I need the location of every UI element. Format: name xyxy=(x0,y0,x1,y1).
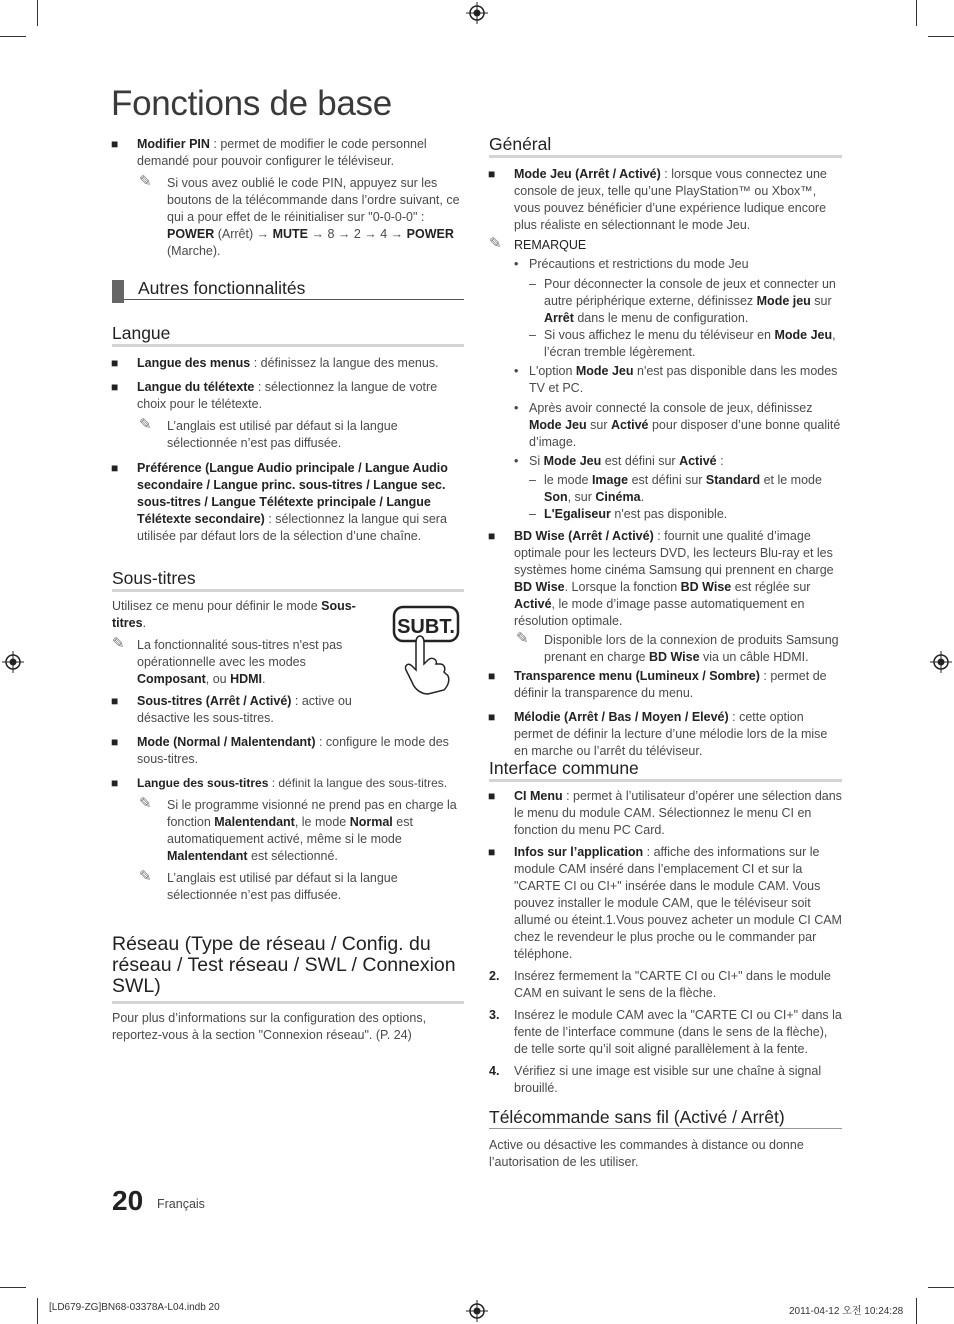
list-item: • Après avoir connecté la console de jeux, définissez Mode Jeu sur Activé pour disposer d’une bonne qualité d’image. xyxy=(489,400,842,451)
list-item: ■ Langue du télétexte : sélectionnez la langue de votre choix pour le télétexte. xyxy=(112,379,464,413)
list-item: ■ Transparence menu (Lumineux / Sombre) : permet de définir la transparence du menu. xyxy=(489,668,842,702)
note: ✎ L’anglais est utilisé par défaut si la langue sélectionnée n’est pas diffusée. xyxy=(139,416,398,450)
crop-mark xyxy=(0,36,26,37)
list-item: 2. Insérez fermement la "CARTE CI ou CI+" dans le module CAM en suivant le sens de la flèche. xyxy=(489,969,831,1000)
list-item: – Pour déconnecter la console de jeux et connecter un autre périphérique externe, définissez Mode jeu sur Arrêt dans le menu de configuration. xyxy=(489,276,842,327)
list-item: ■ Préférence (Langue Audio principale / Langue Audio secondaire / Langue princ. sous-titres / Langue sec. sous-titres / Langue Télétexte principale / Langue Télétexte secondaire) : sélectionnez la langue qui sera utilisée par défaut lors de la sélection d’une chaîne. xyxy=(112,460,464,545)
list-item: ■ Modifier PIN : permet de modifier le code personnel demandé pour pouvoir configurer le téléviseur. xyxy=(112,136,464,170)
note-pencil-icon: ✎ xyxy=(139,416,152,433)
paragraph: Pour plus d’informations sur la configuration des options, reportez-vous à la section "Connexion réseau". (P. 24) xyxy=(112,1011,427,1042)
subt-button-icon xyxy=(388,604,464,696)
svg-text:SUBT.: SUBT. xyxy=(397,616,455,638)
page-number: 20 xyxy=(112,1185,144,1216)
note: ✎ Si vous avez oublié le code PIN, appuyez sur les boutons de la télécommande dans l’ordre suivant, ce qui a pour effet de le réinitialiser sur "0-0-0-0" : POWER (Arrêt) → MUTE → 8 → 2 → 4 → POWER (Marche). xyxy=(139,173,460,258)
list-item: 4. Vérifiez si une image est visible sur une chaîne à signal brouillé. xyxy=(489,1064,822,1095)
note-pencil-icon: ✎ xyxy=(139,795,152,812)
section-heading: Télécommande sans fil (Activé / Arrêt) xyxy=(489,1109,842,1129)
note: ✎ L’anglais est utilisé par défaut si la langue sélectionnée n’est pas diffusée. xyxy=(139,868,398,902)
section-heading: Sous-titres xyxy=(112,570,464,592)
list-item: – Si vous affichez le menu du téléviseur en Mode Jeu, l’écran tremble légèrement. xyxy=(489,327,842,361)
list-item: ■ Langue des sous-titres : définit la langue des sous-titres. xyxy=(112,775,464,792)
note: ✎ Disponible lors de la connexion de produits Samsung prenant en charge BD Wise via un câble HDMI. xyxy=(516,630,839,664)
print-slug-left: [LD679-ZG]BN68-03378A-L04.indb 20 xyxy=(49,1302,220,1313)
list-item: ■ Mode (Normal / Malentendant) : configure le mode des sous-titres. xyxy=(112,734,464,768)
note-pencil-icon: ✎ xyxy=(516,630,529,647)
registration-mark-icon xyxy=(2,651,24,673)
crop-mark xyxy=(916,1298,917,1324)
paragraph: Active ou désactive les commandes à distance ou donne l’autorisation de les utiliser. xyxy=(489,1138,804,1169)
section-heading: Autres fonctionnalités xyxy=(112,280,464,300)
list-item: ■ Sous-titres (Arrêt / Activé) : active ou désactive les sous-titres. xyxy=(112,693,367,727)
list-item: ■ Langue des menus : définissez la langue des menus. xyxy=(112,355,464,372)
crop-mark xyxy=(916,0,917,26)
note: ✎ Si le programme visionné ne prend pas en charge la fonction Malentendant, le mode Normal est automatiquement activé, même si le mode Malentendant est sélectionné. xyxy=(139,795,457,863)
crop-mark xyxy=(0,1287,26,1288)
section-heading: Langue xyxy=(112,325,464,347)
paragraph: Utilisez ce menu pour définir le mode Sous-titres. xyxy=(112,599,356,630)
list-item: ■ CI Menu : permet à l’utilisateur d’opérer une sélection dans le menu du module CAM. Sélectionnez le menu CI en fonction du menu PC Card. xyxy=(489,788,842,839)
left-column xyxy=(112,136,464,1044)
crop-mark xyxy=(928,36,954,37)
note-pencil-icon: ✎ xyxy=(139,868,152,885)
crop-mark xyxy=(37,1298,38,1324)
list-item: – le mode Image est défini sur Standard et le mode Son, sur Cinéma. xyxy=(489,472,842,506)
right-column xyxy=(489,136,842,1171)
list-item: • Précautions et restrictions du mode Jeu xyxy=(489,256,842,273)
page-title: Fonctions de base xyxy=(111,84,392,123)
list-item: ■ BD Wise (Arrêt / Activé) : fournit une qualité d’image optimale pour les lecteurs DVD, les lecteurs Blu-ray et les systèmes home cinéma Samsung qui prennent en charge BD Wise. Lorsque la fonction BD Wise est réglée sur Activé, le mode d’image passe automatiquement en résolution optimale. xyxy=(489,528,842,630)
section-heading: Réseau (Type de réseau / Config. du réseau / Test réseau / SWL / Connexion SWL) xyxy=(112,934,464,1004)
note: ✎ La fonctionnalité sous-titres n'est pas opérationnelle avec les modes Composant, ou HDMI. xyxy=(112,635,343,686)
section-heading: Général xyxy=(489,136,842,158)
note-pencil-icon: ✎ xyxy=(112,635,125,652)
list-item: • L'option Mode Jeu n'est pas disponible dans les modes TV et PC. xyxy=(489,363,842,397)
crop-mark xyxy=(37,0,38,26)
note-pencil-icon: ✎ xyxy=(489,235,502,252)
crop-mark xyxy=(928,1287,954,1288)
list-item: ■ Mode Jeu (Arrêt / Activé) : lorsque vous connectez une console de jeux, telle qu’une PlayStation™ ou Xbox™, vous pouvez bénéficier d’une expérience ludique encore plus réaliste en sélectionnant le mode Jeu. xyxy=(489,166,842,234)
list-item: – L'Egaliseur n'est pas disponible. xyxy=(489,506,842,523)
list-item: ■ Mélodie (Arrêt / Bas / Moyen / Elevé) : cette option permet de définir la lecture d’une mélodie lors de la mise en marche ou l’arrêt du téléviseur. xyxy=(489,709,842,760)
registration-mark-icon xyxy=(466,1300,488,1322)
soustitres-intro-block xyxy=(112,598,464,688)
list-item: • Si Mode Jeu est défini sur Activé : xyxy=(489,453,842,470)
section-heading: Interface commune xyxy=(489,760,842,782)
registration-mark-icon xyxy=(930,651,952,673)
remarque-label: ✎ REMARQUE xyxy=(489,235,587,252)
page-language: Français xyxy=(157,1197,205,1211)
list-item: 3. Insérez le module CAM avec la "CARTE CI ou CI+" dans la fente de l’interface commune (dans le sens de la flèche), de telle sorte qu’il soit aligné parallèlement à la fente. xyxy=(489,1008,842,1056)
list-item: ■ Infos sur l’application : affiche des informations sur le module CAM inséré dans l’emplacement CI et sur la "CARTE CI ou CI+" insérée dans le module CAM. Vous pouvez installer le module CAM, que le téléviseur soit allumé ou éteint.1.Vous pouvez acheter un module CI CAM chez le revendeur le plus proche ou le commander par téléphone. xyxy=(489,844,842,963)
note-pencil-icon: ✎ xyxy=(139,173,152,190)
registration-mark-icon xyxy=(466,2,488,24)
print-slug-right: 2011-04-12 오전 10:24:28 xyxy=(789,1306,904,1317)
